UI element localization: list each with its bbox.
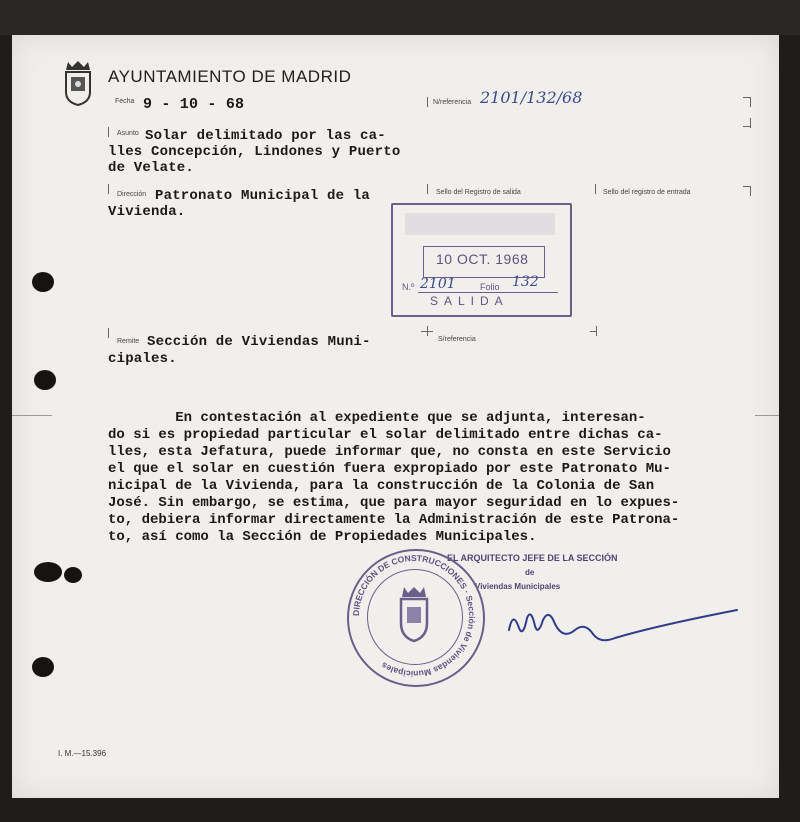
stamp-rule	[418, 292, 558, 293]
stamp-smudge	[405, 213, 555, 235]
field-corner	[750, 97, 751, 107]
stamp-type: SALIDA	[430, 294, 509, 308]
field-corner	[743, 186, 750, 187]
handwritten-signature	[505, 600, 745, 650]
punch-hole	[34, 370, 56, 390]
field-corner	[108, 328, 109, 338]
field-corner	[743, 97, 750, 98]
signature-line-2: de	[525, 568, 535, 577]
n-referencia-label: N/referencia	[433, 99, 472, 106]
remite-line-2: cipales.	[108, 351, 177, 367]
punch-hole	[64, 567, 82, 583]
body-line: to, debiera informar directamente la Administración de este Patrona-	[108, 512, 680, 528]
letter-body	[108, 410, 768, 546]
madrid-crest-icon	[62, 60, 94, 106]
s-referencia-label: S/referencia	[438, 336, 476, 343]
sello-entrada-label: Sello del registro de entrada	[603, 189, 691, 196]
stamp-folio-label: Folio	[480, 282, 500, 292]
body-line: do si es propiedad particular el solar delimitado entre dichas ca-	[108, 427, 663, 443]
field-corner	[427, 97, 428, 107]
fecha-label: Fecha	[115, 98, 135, 105]
asunto-line-3: de Velate.	[108, 160, 195, 176]
asunto-line-1: Solar delimitado por las ca-	[145, 128, 386, 144]
body-line: lles, esta Jefatura, puede informar que, no consta en este Servicio	[108, 444, 671, 460]
stamp-n-value: 2101	[420, 276, 456, 292]
seal-ring-text: DIRECCIÓN DE CONSTRUCCIONES · Sección de Viviendas Municipales	[350, 552, 478, 680]
field-corner	[595, 184, 596, 194]
asunto-label: Asunto	[117, 130, 139, 137]
direccion-label: Dirección	[117, 191, 147, 198]
asunto-line-2: lles Concepción, Lindones y Puerto	[108, 144, 401, 160]
scanner-background	[0, 0, 800, 35]
body-line: to, así como la Sección de Propiedades Municipales.	[108, 529, 537, 545]
remite-line-1: Sección de Viviendas Muni-	[147, 334, 371, 350]
punch-hole	[32, 272, 54, 292]
seal-crest-icon	[396, 585, 432, 643]
sello-salida-label: Sello del Registro de salida	[436, 189, 521, 196]
punch-hole	[34, 562, 62, 582]
field-corner	[108, 184, 109, 194]
form-code: I. M.—15.396	[58, 749, 107, 758]
n-referencia-value: 2101/132/68	[480, 88, 583, 107]
field-corner	[750, 118, 751, 128]
remite-label: Remite	[117, 338, 140, 345]
signature-line-1: EL ARQUITECTO JEFE DE LA SECCIÓN	[447, 553, 618, 563]
direccion-line-2: Vivienda.	[108, 204, 186, 220]
fold-mark	[12, 415, 52, 416]
punch-hole	[32, 657, 54, 677]
body-line: el que el solar en cuestión fuera expropiado por este Patronato Mu-	[108, 461, 671, 477]
body-line: José. Sin embargo, se estima, que para mayor seguridad en lo expues-	[108, 495, 680, 511]
stamp-date: 10 OCT. 1968	[436, 251, 529, 267]
field-corner	[743, 126, 750, 127]
field-corner	[596, 326, 597, 336]
stamp-folio-value: 132	[512, 274, 539, 290]
direccion-line-1: Patronato Municipal de la	[155, 188, 371, 204]
field-corner	[427, 184, 428, 194]
body-line: nicipal de la Vivienda, para la construcción de la Colonia de San	[108, 478, 655, 494]
signature-line-3: Viviendas Municipales	[475, 582, 561, 591]
field-corner	[108, 127, 109, 137]
body-line: En contestación al expediente que se adjunta, interesan-	[108, 410, 646, 426]
fecha-value: 9 - 10 - 68	[143, 96, 245, 113]
field-corner	[421, 331, 433, 332]
field-corner	[750, 186, 751, 196]
stamp-n-label: N.º	[402, 282, 415, 292]
letterhead-title: AYUNTAMIENTO DE MADRID	[108, 67, 352, 86]
